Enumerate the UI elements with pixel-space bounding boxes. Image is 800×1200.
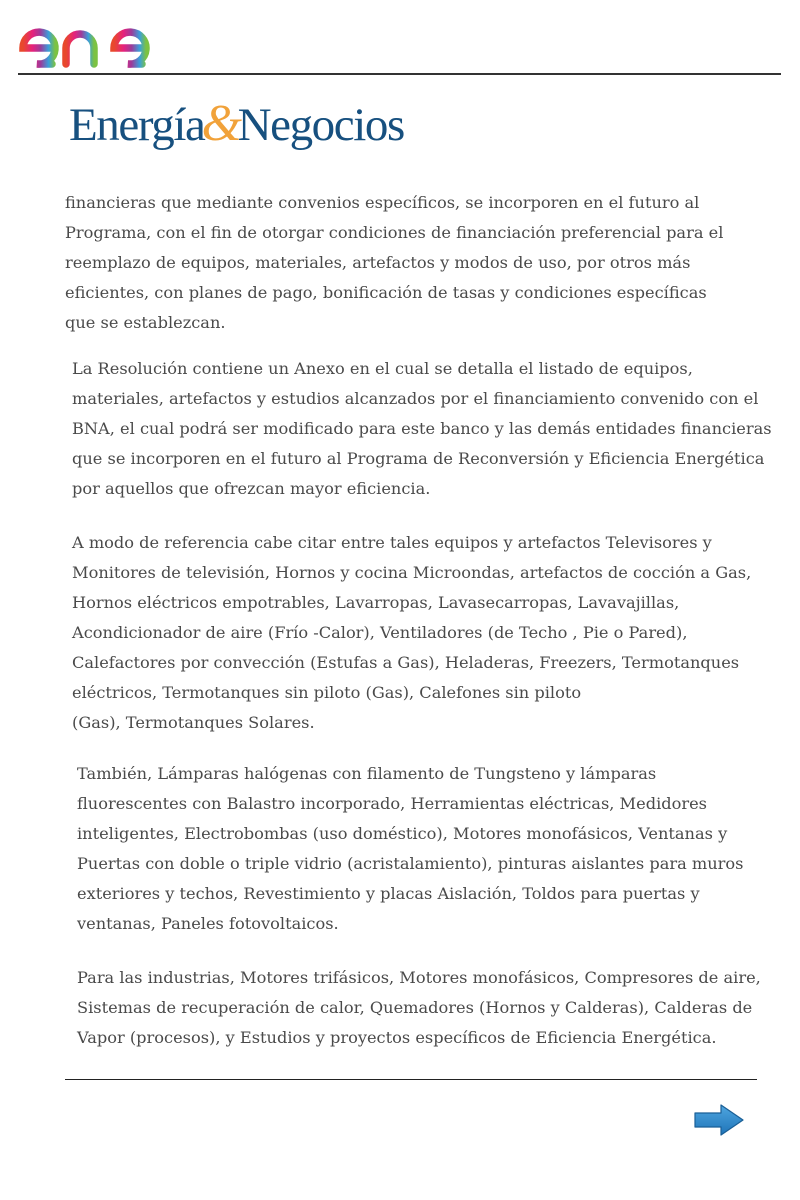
paragraph-line: Calefactores por convección (Estufas a Gas), Heladeras, Freezers, Termotanques: [72, 653, 740, 672]
paragraph-line: financieras que mediante convenios específicos, se incorporen en el futuro al: [65, 193, 700, 212]
paragraph-line: La Resolución contiene un Anexo en el cual se detalla el listado de equipos,: [72, 359, 693, 378]
paragraph-line: exteriores y techos, Revestimiento y placas Aislación, Toldos para puertas y: [77, 884, 700, 903]
paragraph-line: Para las industrias, Motores trifásicos, Motores monofásicos, Compresores de aire,: [77, 968, 761, 987]
paragraph-line: por aquellos que ofrezcan mayor eficiencia.: [72, 479, 431, 498]
paragraph-line: A modo de referencia cabe citar entre tales equipos y artefactos Televisores y: [72, 533, 712, 552]
paragraph-line: Vapor (procesos), y Estudios y proyectos específicos de Eficiencia Energética.: [77, 1028, 717, 1047]
title-negocios: Negocios: [237, 99, 404, 151]
paragraph-line: materiales, artefactos y estudios alcanzados por el financiamiento convenido con el: [72, 389, 759, 408]
article-paragraph-4: [77, 759, 782, 939]
paragraph-line: Sistemas de recuperación de calor, Quemadores (Hornos y Calderas), Calderas de: [77, 998, 753, 1017]
article-paragraph-3: [72, 528, 777, 738]
article-paragraph-1: [65, 188, 765, 338]
paragraph-line: Puertas con doble o triple vidrio (acristalamiento), pinturas aislantes para muros: [77, 854, 744, 873]
enel-logo: [18, 4, 193, 70]
paragraph-line: Programa, con el fin de otorgar condiciones de financiación preferencial para el: [65, 223, 724, 242]
paragraph-line: Acondicionador de aire (Frío -Calor), Ventiladores (de Techo , Pie o Pared),: [72, 623, 688, 642]
paragraph-line: Monitores de televisión, Hornos y cocina Microondas, artefactos de cocción a Gas,: [72, 563, 752, 582]
paragraph-line: reemplazo de equipos, materiales, artefactos y modos de uso, por otros más: [65, 253, 691, 272]
paragraph-line: que se establezcan.: [65, 313, 226, 332]
paragraph-line: eléctricos, Termotanques sin piloto (Gas), Calefones sin piloto: [72, 683, 582, 702]
publication-title: [69, 92, 404, 156]
paragraph-line: ventanas, Paneles fotovoltaicos.: [77, 914, 339, 933]
paragraph-line: inteligentes, Electrobombas (uso doméstico), Motores monofásicos, Ventanas y: [77, 824, 728, 843]
paragraph-line: fluorescentes con Balastro incorporado, Herramientas eléctricas, Medidores: [77, 794, 707, 813]
title-energia: Energía: [69, 99, 205, 151]
article-paragraph-2: [72, 354, 772, 504]
paragraph-line: También, Lámparas halógenas con filamento de Tungsteno y lámparas: [77, 764, 657, 783]
footer-divider: [65, 1079, 757, 1080]
title-ampersand: &: [201, 95, 241, 152]
right-arrow-icon[interactable]: [693, 1103, 745, 1137]
paragraph-line: (Gas), Termotanques Solares.: [72, 713, 315, 732]
paragraph-line: eficientes, con planes de pago, bonificación de tasas y condiciones específicas: [65, 283, 707, 302]
header-divider: [18, 73, 781, 75]
paragraph-line: BNA, el cual podrá ser modificado para este banco y las demás entidades financieras: [72, 419, 772, 438]
paragraph-line: Hornos eléctricos empotrables, Lavarropas, Lavasecarropas, Lavavajillas,: [72, 593, 680, 612]
paragraph-line: que se incorporen en el futuro al Programa de Reconversión y Eficiencia Energética: [72, 449, 765, 468]
article-paragraph-5: [77, 963, 782, 1053]
